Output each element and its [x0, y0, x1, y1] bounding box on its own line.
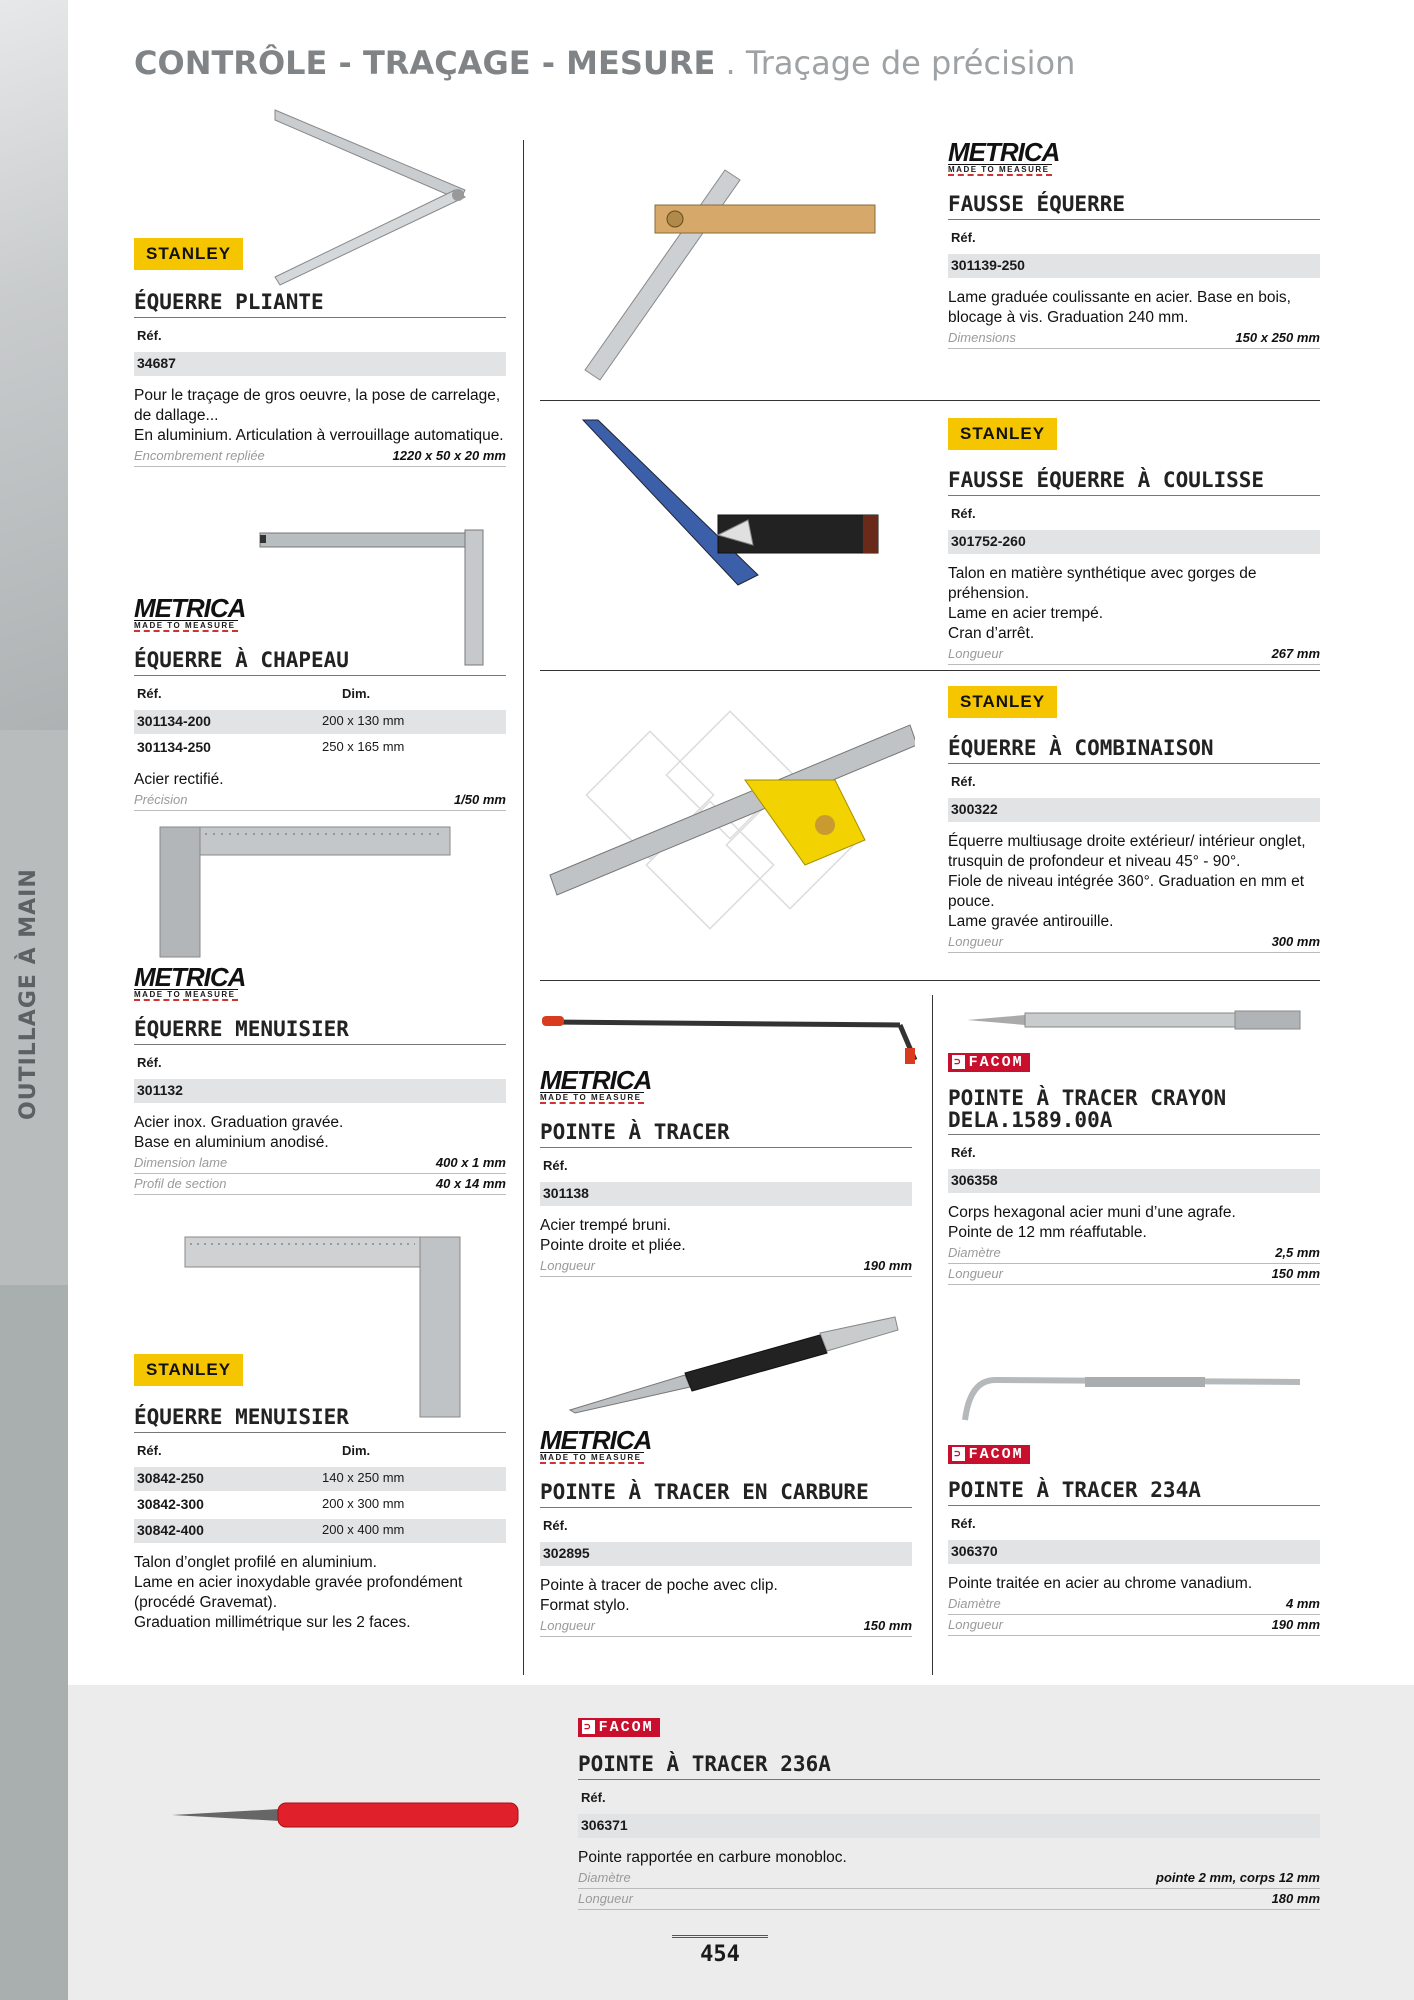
spec-row: Longueur 190 mm	[948, 1615, 1320, 1636]
product-title: ÉQUERRE MENUISIER	[134, 1017, 506, 1045]
product-pointe-tracer-carbure	[540, 1480, 912, 1637]
ref-label: Réf.	[951, 230, 976, 245]
header-sub: . Traçage de précision	[725, 44, 1076, 82]
product-title: POINTE À TRACER	[540, 1120, 912, 1148]
ref-label: Réf.	[951, 774, 976, 789]
spec-row: Précision 1/50 mm	[134, 790, 506, 811]
sidebar-label	[16, 1080, 41, 1120]
sidebar-pattern	[0, 0, 68, 730]
ref-row: 302895	[540, 1542, 912, 1566]
ref-label: Réf.	[951, 1145, 976, 1160]
product-title: ÉQUERRE À CHAPEAU	[134, 648, 506, 676]
spec-row: Dimensions 150 x 250 mm	[948, 328, 1320, 349]
bevel-image	[575, 155, 885, 385]
metrica-logo-5: METRICA MADE TO MEASURE	[540, 1425, 652, 1462]
ref-label: Réf.	[543, 1158, 568, 1173]
scriber-236a-image	[170, 1795, 525, 1835]
ref-row: 306371	[578, 1814, 1320, 1838]
ref-header: Réf. Dim.	[137, 686, 371, 701]
spec-row: Longueur 180 mm	[578, 1889, 1320, 1910]
product-pointe-tracer-236a	[578, 1752, 1320, 1910]
carbide-scriber-image	[565, 1315, 900, 1415]
product-title: POINTE À TRACER CRAYON DELA.1589.00A	[948, 1087, 1320, 1135]
row-divider-2	[540, 670, 1320, 671]
folding-square-image	[270, 105, 470, 290]
product-description: Acier rectifié.	[134, 771, 224, 788]
ref-row: 300322	[948, 798, 1320, 822]
stanley-logo-3: STANLEY	[948, 418, 1057, 450]
spec-row: Diamètre 2,5 mm	[948, 1243, 1320, 1264]
product-title: ÉQUERRE À COMBINAISON	[948, 736, 1320, 764]
spec-row: Dimension lame 400 x 1 mm	[134, 1153, 506, 1174]
product-equerre-menuisier-stanley	[134, 1405, 506, 1633]
product-title: POINTE À TRACER 234A	[948, 1478, 1320, 1506]
product-pointe-tracer	[540, 1120, 912, 1277]
ref-label: Réf.	[543, 1518, 568, 1533]
ref-row: 301134-200 200 x 130 mm	[134, 710, 506, 734]
ref-row: 301132	[134, 1079, 506, 1103]
product-description: Pour le traçage de gros oeuvre, la pose de carrelage, de dallage... En aluminium. Articulation à verrouillage automatique.	[134, 387, 504, 444]
product-equerre-combinaison	[948, 736, 1320, 953]
spec-row: Encombrement repliée 1220 x 50 x 20 mm	[134, 446, 506, 467]
product-description: Talon d’onglet profilé en aluminium. Lame en acier inoxydable gravée profondément (procédé Gravemat). Graduation millimétrique sur les 2 faces.	[134, 1554, 463, 1631]
ref-row: 301752-260	[948, 530, 1320, 554]
stanley-logo-4: STANLEY	[948, 686, 1057, 718]
ref-row: 301138	[540, 1182, 912, 1206]
metrica-logo-4: METRICA MADE TO MEASURE	[540, 1065, 652, 1102]
spec-row: Longueur 267 mm	[948, 644, 1320, 665]
product-title: ÉQUERRE MENUISIER	[134, 1405, 506, 1433]
product-title: FAUSSE ÉQUERRE À COULISSE	[948, 468, 1320, 496]
product-fausse-equerre	[948, 192, 1320, 349]
ref-row: 34687	[134, 352, 506, 376]
product-equerre-menuisier-metrica	[134, 1017, 506, 1195]
product-title: ÉQUERRE PLIANTE	[134, 290, 506, 318]
product-description: Talon en matière synthétique avec gorges de préhension. Lame en acier trempé. Cran d’arrêt.	[948, 565, 1257, 642]
metrica-logo-1: METRICA MADE TO MEASURE	[134, 593, 246, 630]
sliding-bevel-image	[578, 415, 883, 595]
ref-row: 30842-400 200 x 400 mm	[134, 1519, 506, 1543]
pencil-scriber-image	[965, 1005, 1305, 1035]
stanley-logo-2: STANLEY	[134, 1354, 243, 1386]
facom-logo-2: ⊃ FACOM	[948, 1444, 1030, 1464]
facom-logo-3: ⊃ FACOM	[578, 1717, 660, 1737]
row-divider-1	[540, 400, 1320, 401]
spec-row: Longueur 150 mm	[540, 1616, 912, 1637]
scriber-image	[540, 1010, 920, 1070]
sidebar-lower	[0, 1285, 68, 2000]
ref-label: Réf.	[581, 1790, 606, 1805]
spec-row: Diamètre 4 mm	[948, 1594, 1320, 1615]
metrica-logo-2: METRICA MADE TO MEASURE	[134, 962, 246, 999]
ref-row: 301134-250 250 x 165 mm	[134, 736, 506, 760]
scriber-234a-image	[955, 1370, 1305, 1425]
ref-label: Réf.	[137, 328, 162, 343]
ref-label: Réf.	[951, 1516, 976, 1531]
ref-label: Réf.	[137, 1055, 162, 1070]
product-fausse-equerre-coulisse	[948, 468, 1320, 665]
product-title: FAUSSE ÉQUERRE	[948, 192, 1320, 220]
product-description: Lame graduée coulissante en acier. Base en bois, blocage à vis. Graduation 240 mm.	[948, 289, 1291, 326]
product-description: Pointe traitée en acier au chrome vanadium.	[948, 1575, 1253, 1592]
product-description: Pointe à tracer de poche avec clip. Format stylo.	[540, 1577, 778, 1614]
row-divider-3	[540, 980, 1320, 981]
product-title: POINTE À TRACER EN CARBURE	[540, 1480, 912, 1508]
product-title: POINTE À TRACER 236A	[578, 1752, 1320, 1780]
product-equerre-pliante	[134, 290, 506, 467]
ref-row: 30842-300 200 x 300 mm	[134, 1493, 506, 1517]
product-equerre-chapeau	[134, 648, 506, 811]
ref-row: 306358	[948, 1169, 1320, 1193]
page-number: 454	[672, 1935, 768, 1967]
stanley-square-image	[180, 1232, 465, 1422]
product-pointe-tracer-234a	[948, 1478, 1320, 1636]
ref-header: Réf. Dim.	[137, 1443, 371, 1458]
spec-row: Profil de section 40 x 14 mm	[134, 1174, 506, 1195]
product-pointe-tracer-crayon	[948, 1087, 1320, 1285]
stanley-logo-1: STANLEY	[134, 238, 243, 270]
spec-row: Longueur 190 mm	[540, 1256, 912, 1277]
facom-logo-1: ⊃ FACOM	[948, 1052, 1030, 1072]
header-main: CONTRÔLE - TRAÇAGE - MESURE	[134, 44, 716, 82]
metrica-logo-3: METRICA MADE TO MEASURE	[948, 137, 1060, 174]
ref-label: Réf.	[951, 506, 976, 521]
ref-row: 306370	[948, 1540, 1320, 1564]
combination-square-image	[545, 690, 915, 950]
spec-row: Longueur 300 mm	[948, 932, 1320, 953]
column-divider-left	[523, 140, 524, 1675]
spec-row: Diamètre pointe 2 mm, corps 12 mm	[578, 1868, 1320, 1889]
ref-row: 301139-250	[948, 254, 1320, 278]
product-description: Acier trempé bruni. Pointe droite et pliée.	[540, 1217, 686, 1254]
product-description: Pointe rapportée en carbure monobloc.	[578, 1849, 847, 1866]
column-divider-right	[932, 995, 933, 1675]
product-description: Corps hexagonal acier muni d’une agrafe. Pointe de 12 mm réaffutable.	[948, 1204, 1236, 1241]
ref-row: 30842-250 140 x 250 mm	[134, 1467, 506, 1491]
page-header	[134, 44, 1075, 82]
product-description: Équerre multiusage droite extérieur/ intérieur onglet, trusquin de profondeur et niveau 45° - 90°. Fiole de niveau intégrée 360°. Graduation en mm et pouce. Lame gravée antirouille.	[948, 833, 1306, 930]
carpenter-square-image	[155, 822, 455, 962]
spec-row: Longueur 150 mm	[948, 1264, 1320, 1285]
product-description: Acier inox. Graduation gravée. Base en aluminium anodisé.	[134, 1114, 344, 1151]
